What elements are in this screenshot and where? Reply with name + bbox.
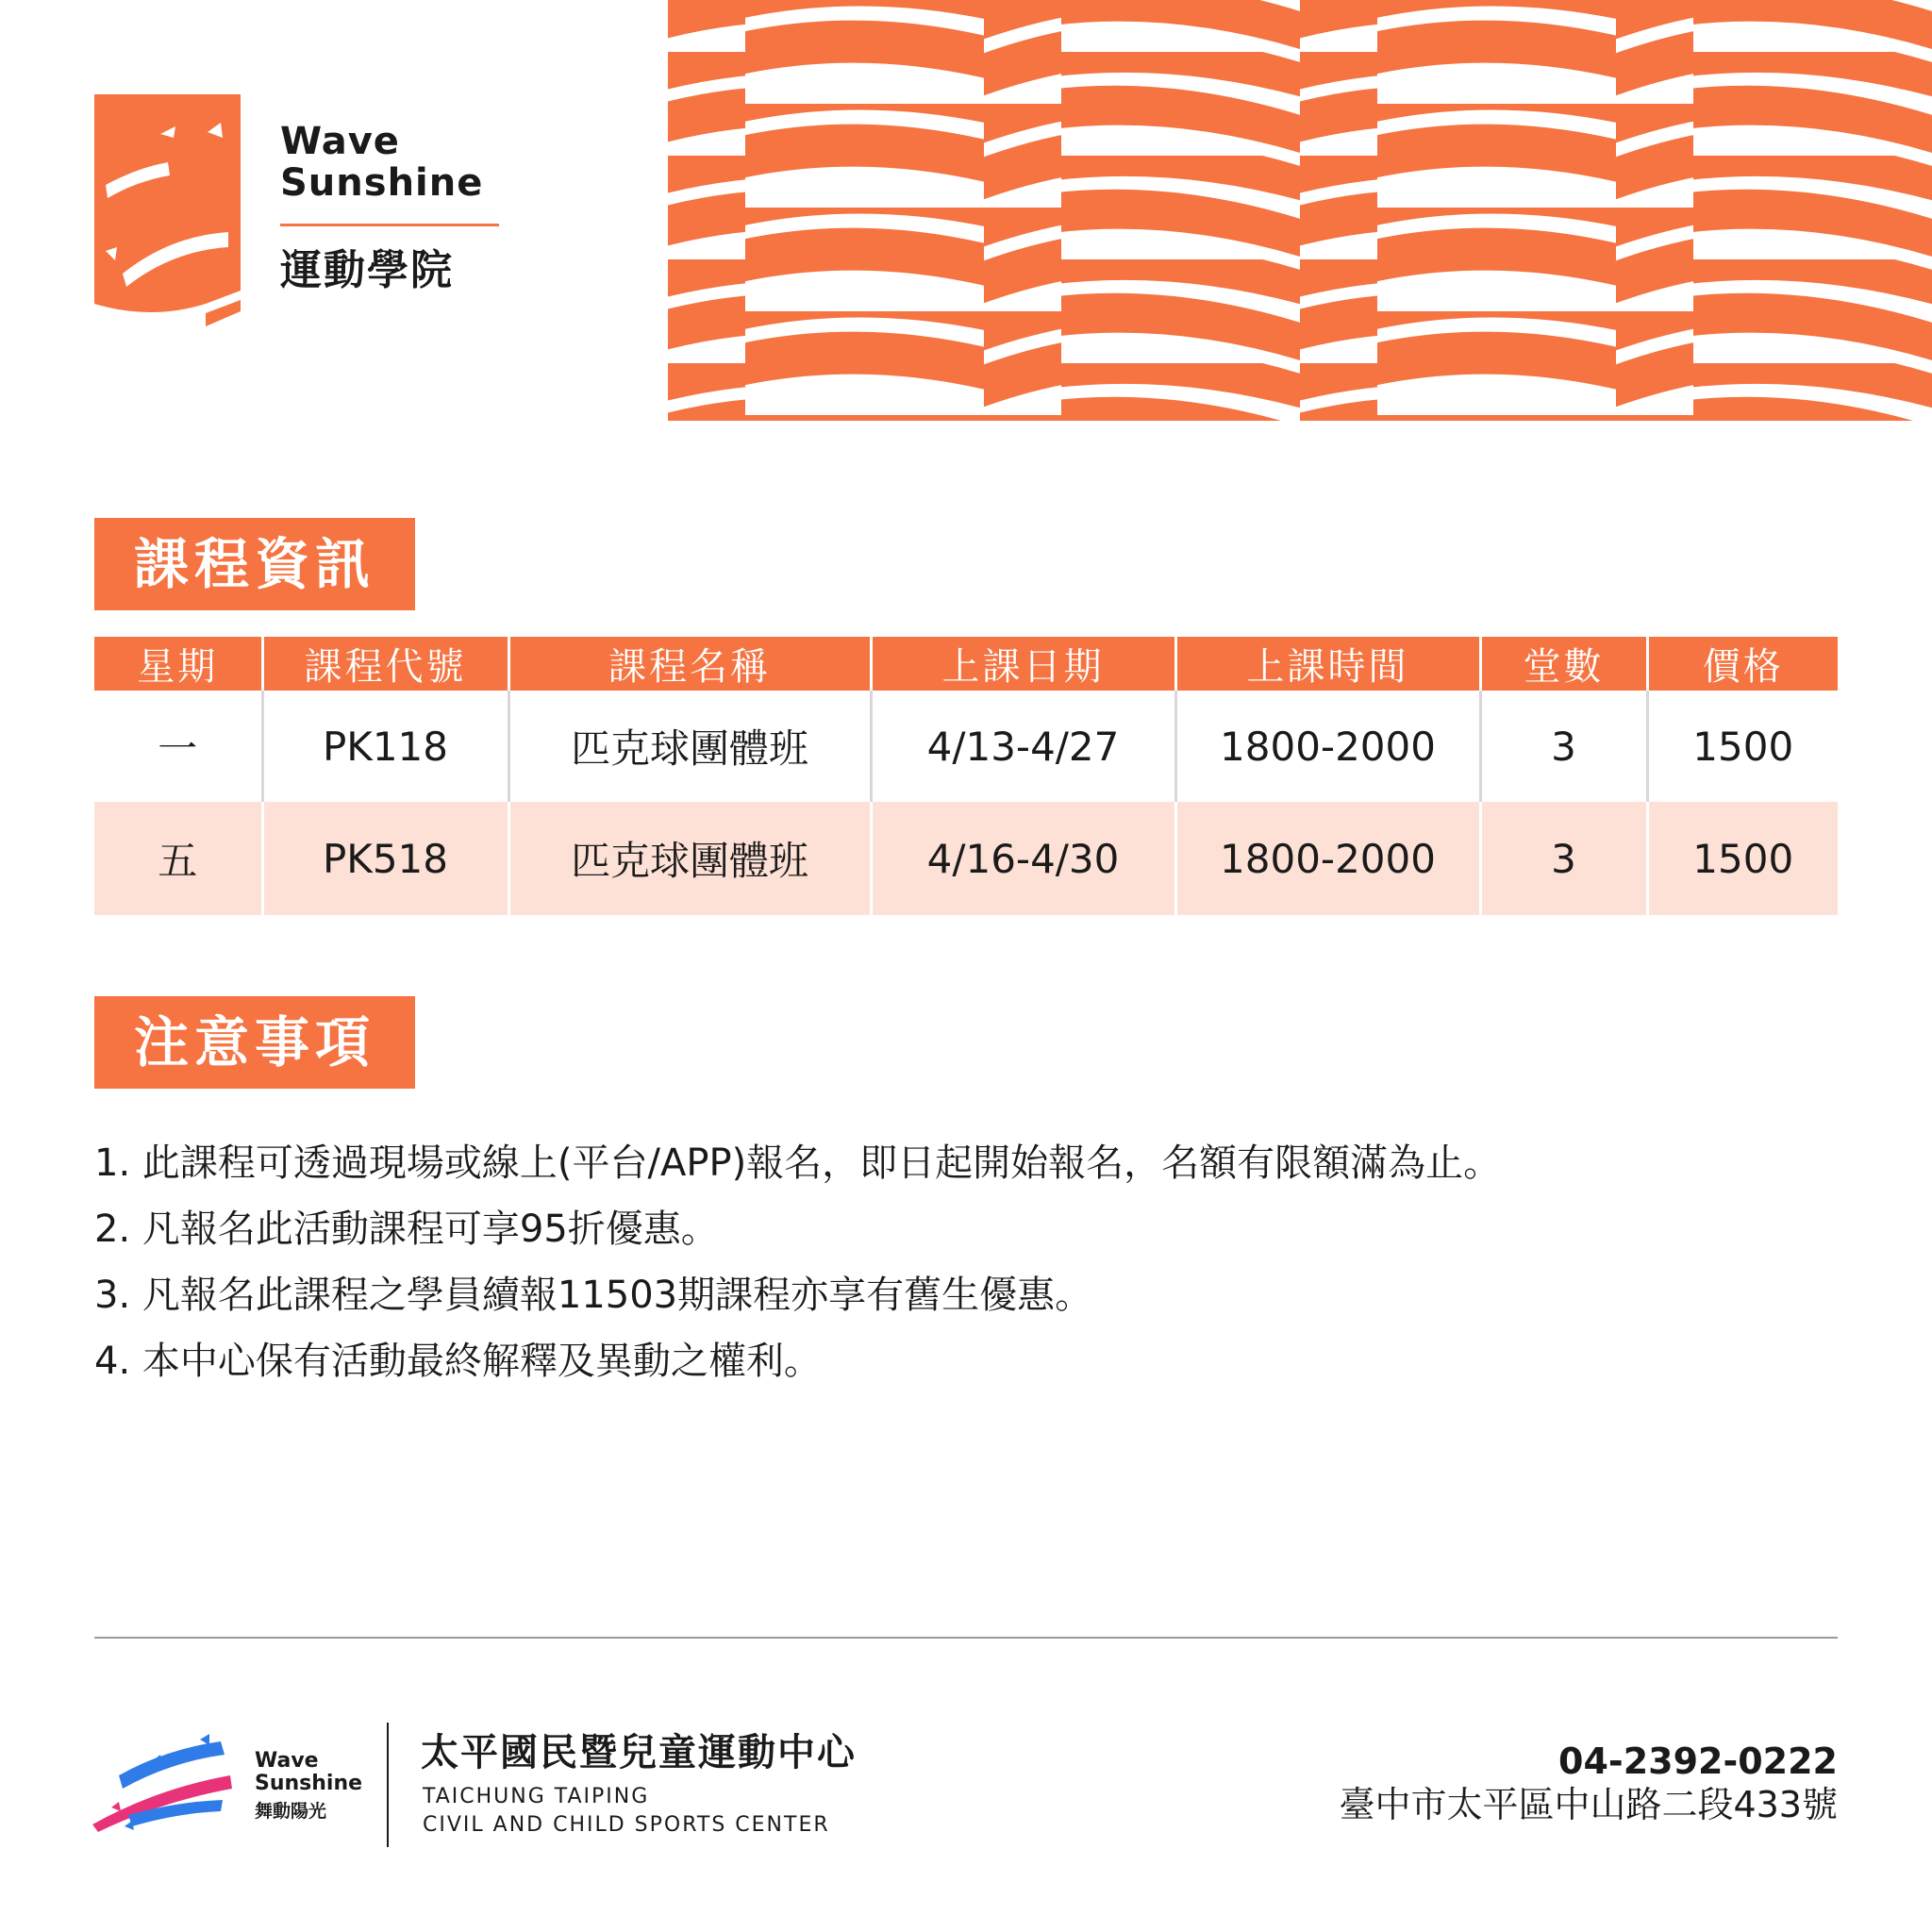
cell-course-name: 匹克球團體班 [508, 691, 871, 802]
footer-divider-line [94, 1637, 1838, 1639]
center-name-en-line2: CIVIL AND CHILD SPORTS CENTER [423, 1813, 830, 1837]
cell-price: 1500 [1647, 691, 1838, 802]
phone-number: 04-2392-0222 [1558, 1740, 1838, 1782]
header-session-count: 堂數 [1480, 637, 1647, 691]
note-item: 1. 此課程可透過現場或線上(平台/APP)報名，即日起開始報名，名額有限額滿為止。 [94, 1141, 1502, 1185]
footer-logo-cn: 舞動陽光 [255, 1801, 327, 1822]
address: 臺中市太平區中山路二段433號 [1339, 1784, 1838, 1825]
decorative-wave-pattern [668, 0, 1932, 421]
header-weekday: 星期 [94, 637, 262, 691]
brand-name-line1: Wave [280, 120, 400, 163]
footer-logo-line1: Wave [255, 1749, 319, 1773]
center-name-en-line1: TAICHUNG TAIPING [423, 1785, 650, 1808]
cell-session-count: 3 [1480, 802, 1647, 915]
cell-weekday: 五 [94, 802, 262, 915]
course-info-heading: 課程資訊 [94, 518, 415, 610]
header-course-dates: 上課日期 [871, 637, 1175, 691]
cell-price: 1500 [1647, 802, 1838, 915]
cell-course-dates: 4/13-4/27 [871, 691, 1175, 802]
cell-course-name: 匹克球團體班 [508, 802, 871, 915]
cell-course-dates: 4/16-4/30 [871, 802, 1175, 915]
note-item: 3. 凡報名此課程之學員續報11503期課程亦享有舊生優惠。 [94, 1274, 1093, 1317]
notes-list [94, 1130, 1838, 1394]
table-row [94, 802, 1838, 915]
header-course-name: 課程名稱 [508, 637, 871, 691]
course-table [94, 637, 1838, 915]
cell-session-count: 3 [1480, 691, 1647, 802]
center-name-cn: 太平國民暨兒童運動中心 [421, 1731, 857, 1774]
header-price: 價格 [1647, 637, 1838, 691]
note-item: 2. 凡報名此活動課程可享95折優惠。 [94, 1208, 719, 1251]
footer-logo-line2: Sunshine [255, 1772, 363, 1795]
wave-sunshine-footer-logo-icon [91, 1734, 234, 1832]
brand-name-line2: Sunshine [280, 161, 484, 205]
footer-vertical-divider [387, 1723, 389, 1847]
cell-course-code: PK518 [262, 802, 508, 915]
brand-divider [280, 224, 499, 226]
table-row [94, 691, 1838, 802]
cell-course-time: 1800-2000 [1175, 802, 1480, 915]
cell-course-code: PK118 [262, 691, 508, 802]
cell-course-time: 1800-2000 [1175, 691, 1480, 802]
header-course-code: 課程代號 [262, 637, 508, 691]
note-item: 4. 本中心保有活動最終解釋及異動之權利。 [94, 1340, 822, 1383]
brand-subtitle: 運動學院 [280, 246, 454, 294]
header-course-time: 上課時間 [1175, 637, 1480, 691]
table-header-row [94, 637, 1838, 691]
cell-weekday: 一 [94, 691, 262, 802]
wave-sunshine-logo-icon [94, 94, 241, 328]
notes-heading: 注意事項 [94, 996, 415, 1089]
